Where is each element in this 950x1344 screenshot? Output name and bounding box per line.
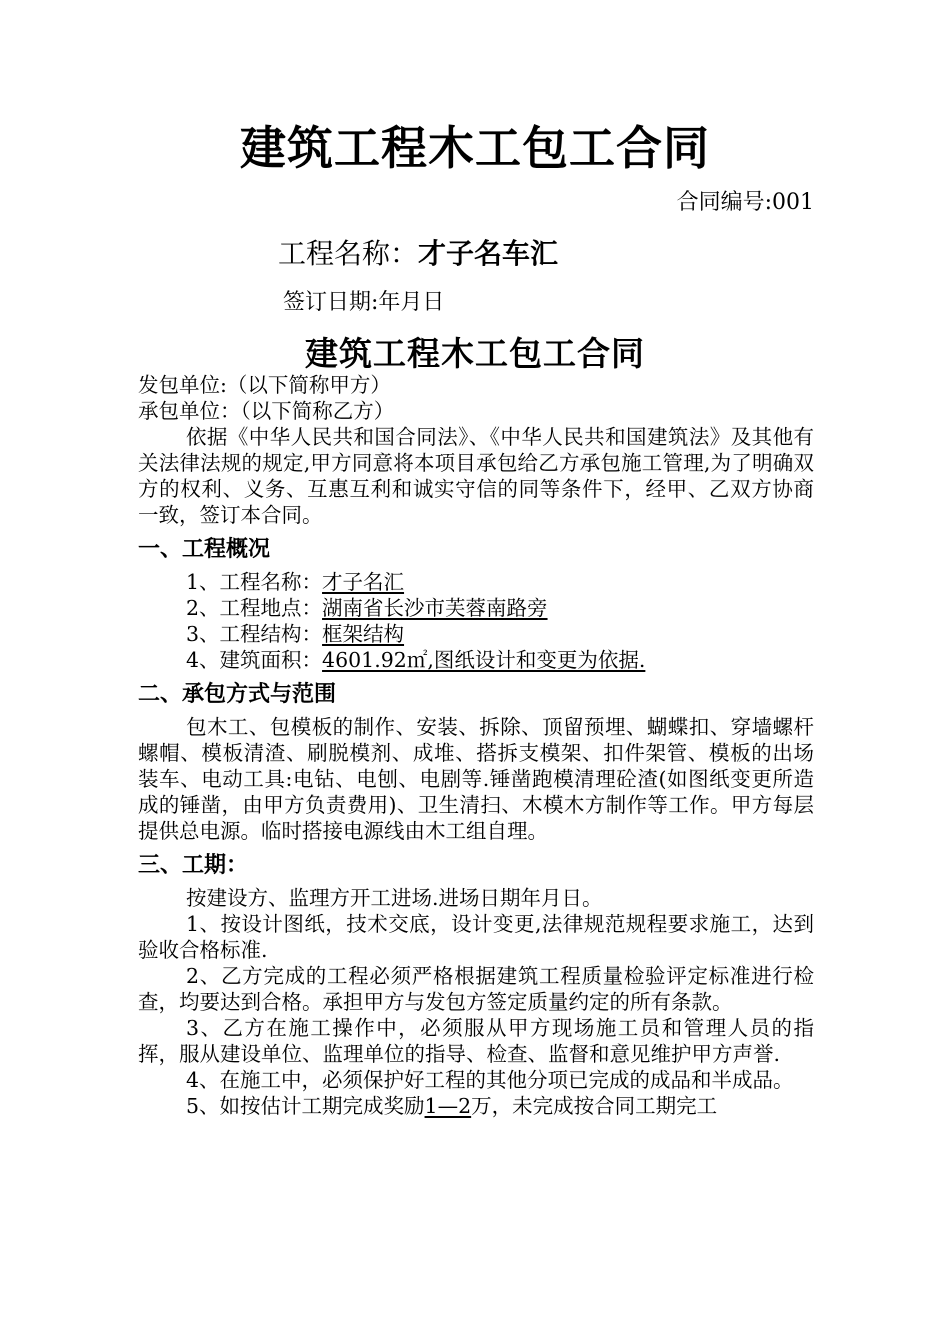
main-title: 建筑工程木工包工合同 <box>305 334 645 373</box>
overview-item-label: 3、工程结构： <box>186 622 323 646</box>
schedule-paragraph: 1、按设计图纸，技术交底，设计变更,法律规范规程要求施工，达到验收合格标准. <box>138 912 814 962</box>
bonus-amount: 1—2 <box>424 1094 472 1118</box>
overview-item <box>138 621 814 647</box>
contract-number: 合同编号:001 <box>676 190 814 215</box>
overview-item <box>138 569 814 595</box>
intro-paragraph: 依据《中华人民共和国合同法》、《中华人民共和国建筑法》及其他有关法律法规的规定,甲方同意将本项目承包给乙方承包施工管理,为了明确双方的权利、义务、互惠互利和诚实守信的同等条件下，经甲、乙双方协商一致，签订本合同。 <box>138 425 814 527</box>
overview-item <box>138 647 814 673</box>
section-heading-overview: 一、工程概况 <box>138 537 271 562</box>
project-name-line <box>278 232 558 272</box>
schedule-paragraph: 4、在施工中，必须保护好工程的其他分项已完成的成品和半成品。 <box>186 1068 794 1092</box>
bonus-text-post: 万，未完成按合同工期完工 <box>471 1094 718 1118</box>
overview-item-label: 2、工程地点： <box>186 596 323 620</box>
project-name-value: 才子名车汇 <box>418 237 559 270</box>
overview-item-value: 框架结构 <box>322 622 405 646</box>
overview-item-value: 湖南省长沙市芙蓉南路旁 <box>322 596 548 620</box>
schedule-paragraph: 按建设方、监理方开工进场.进场日期年月日。 <box>186 886 603 910</box>
project-name-label: 工程名称： <box>278 237 419 270</box>
overview-item-value: 4601.92㎡,图纸设计和变更为依据. <box>322 648 646 672</box>
contract-body <box>138 372 814 1119</box>
cover-title: 建筑工程木工包工合同 <box>240 121 710 175</box>
scope-paragraph: 包木工、包模板的制作、安装、拆除、顶留预埋、蝴蝶扣、穿墙螺杆螺帽、模板清渣、刷脱模剂、成堆、搭拆支模架、扣件架管、模板的出场装车、电动工具:电钻、电刨、电剧等.锤凿跑模清理砼渣(如图纸变更所造成的锤凿，由甲方负责费用)、卫生清扫、木模木方制作等工作。甲方每层提供总电源。临时搭接电源线由木工组自理。 <box>138 715 814 843</box>
bonus-text-pre: 5、如按估计工期完成奖励 <box>186 1094 425 1118</box>
overview-item <box>138 595 814 621</box>
section-heading-scope: 二、承包方式与范围 <box>138 682 337 707</box>
section-heading-schedule: 三、工期： <box>138 853 249 878</box>
sign-date: 签订日期:年月日 <box>283 290 445 315</box>
overview-item-value: 才子名汇 <box>322 570 405 594</box>
schedule-paragraph <box>138 1093 814 1119</box>
overview-item-label: 1、工程名称： <box>186 570 323 594</box>
overview-item-label: 4、建筑面积： <box>186 648 323 672</box>
schedule-paragraph: 3、乙方在施工操作中，必须服从甲方现场施工员和管理人员的指挥，服从建设单位、监理单位的指导、检查、监督和意见维护甲方声誉. <box>138 1016 814 1066</box>
employer-party: 发包单位:（以下简称甲方） <box>138 373 391 397</box>
schedule-paragraph: 2、乙方完成的工程必须严格根据建筑工程质量检验评定标准进行检查，均要达到合格。承担甲方与发包方签定质量约定的所有条款。 <box>138 964 814 1014</box>
contractor-party: 承包单位：（以下简称乙方） <box>138 399 395 423</box>
